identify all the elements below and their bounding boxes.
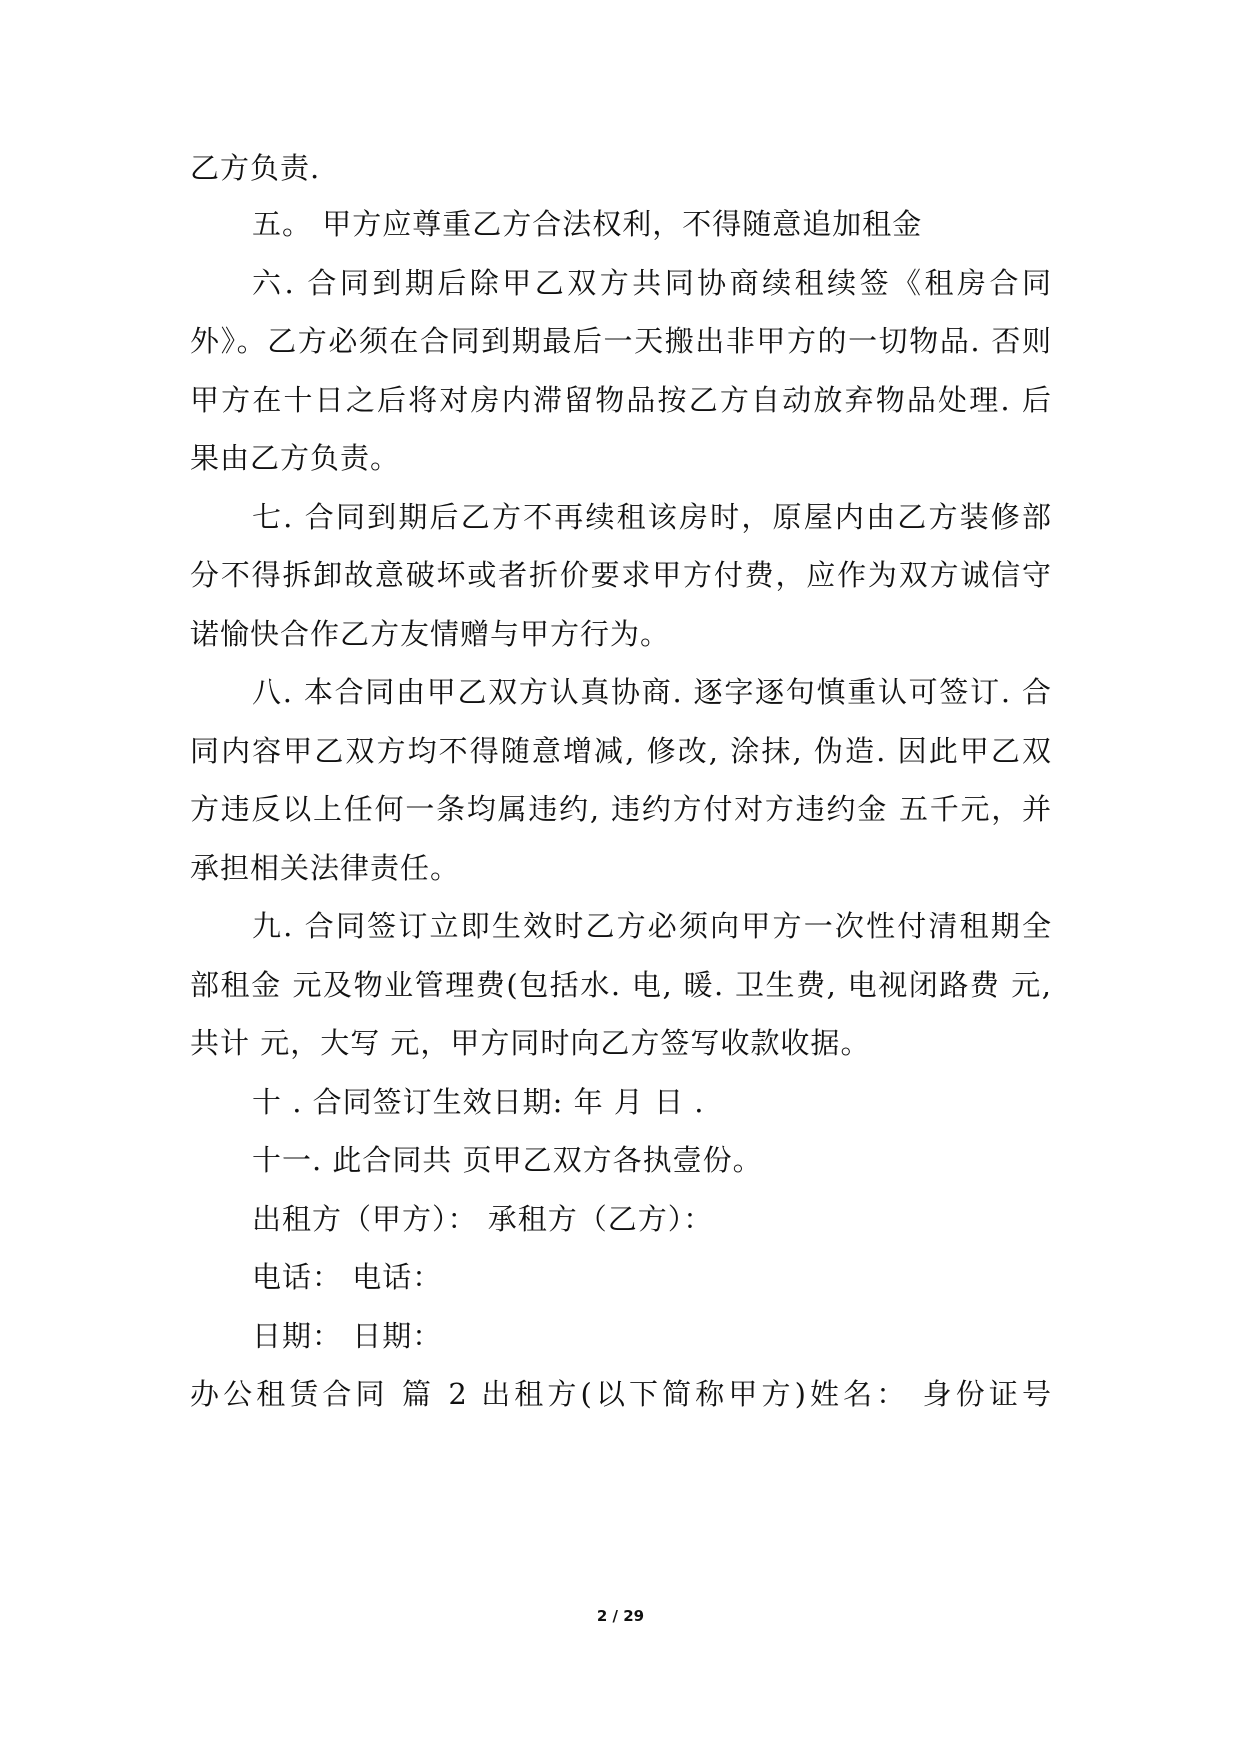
text-line-16: 共计 元，大写 元，甲方同时向乙方签写收款收据。 bbox=[190, 1026, 871, 1060]
text-line-21: 日期： 日期： bbox=[252, 1319, 443, 1353]
text-line-22: 办公租赁合同 篇 2 出租方(以下简称甲方)姓名： 身份证号 bbox=[190, 1377, 1052, 1411]
text-line-12: 方违反以上任何一条均属违约, 违约方付对方违约金 五千元，并 bbox=[190, 792, 1052, 826]
text-line-11: 同内容甲乙双方均不得随意增减, 修改, 涂抹, 伪造. 因此甲乙双 bbox=[190, 734, 1052, 768]
text-line-5: 甲方在十日之后将对房内滞留物品按乙方自动放弃物品处理. 后 bbox=[190, 383, 1052, 417]
text-line-20: 电话： 电话： bbox=[252, 1260, 443, 1294]
text-line-2: 五。 甲方应尊重乙方合法权利，不得随意追加租金 bbox=[252, 207, 923, 241]
text-line-7: 七. 合同到期后乙方不再续租该房时，原屋内由乙方装修部 bbox=[252, 500, 1052, 534]
text-line-15: 部租金 元及物业管理费(包括水. 电, 暖. 卫生费, 电视闭路费 元, bbox=[190, 968, 1052, 1002]
text-line-10: 八. 本合同由甲乙双方认真协商. 逐字逐句慎重认可签订. 合 bbox=[252, 675, 1052, 709]
text-line-13: 承担相关法律责任。 bbox=[190, 851, 461, 885]
text-line-14: 九. 合同签订立即生效时乙方必须向甲方一次性付清租期全 bbox=[252, 909, 1052, 943]
text-line-19: 出租方（甲方）： 承租方（乙方）： bbox=[252, 1202, 714, 1236]
text-line-18: 十一. 此合同共 页甲乙双方各执壹份。 bbox=[252, 1143, 763, 1177]
text-line-8: 分不得拆卸故意破坏或者折价要求甲方付费，应作为双方诚信守 bbox=[190, 558, 1052, 592]
text-line-1: 乙方负责. bbox=[190, 151, 321, 185]
text-line-17: 十 . 合同签订生效日期: 年 月 日 . bbox=[252, 1085, 705, 1119]
text-line-4: 外》。乙方必须在合同到期最后一天搬出非甲方的一切物品. 否则 bbox=[190, 324, 1052, 358]
text-line-3: 六. 合同到期后除甲乙双方共同协商续租续签《租房合同 bbox=[252, 266, 1052, 300]
text-line-6: 果由乙方负责。 bbox=[190, 441, 401, 475]
page-number: 2 / 29 bbox=[596, 1607, 645, 1625]
text-line-9: 诺愉快合作乙方友情赠与甲方行为。 bbox=[190, 617, 671, 651]
